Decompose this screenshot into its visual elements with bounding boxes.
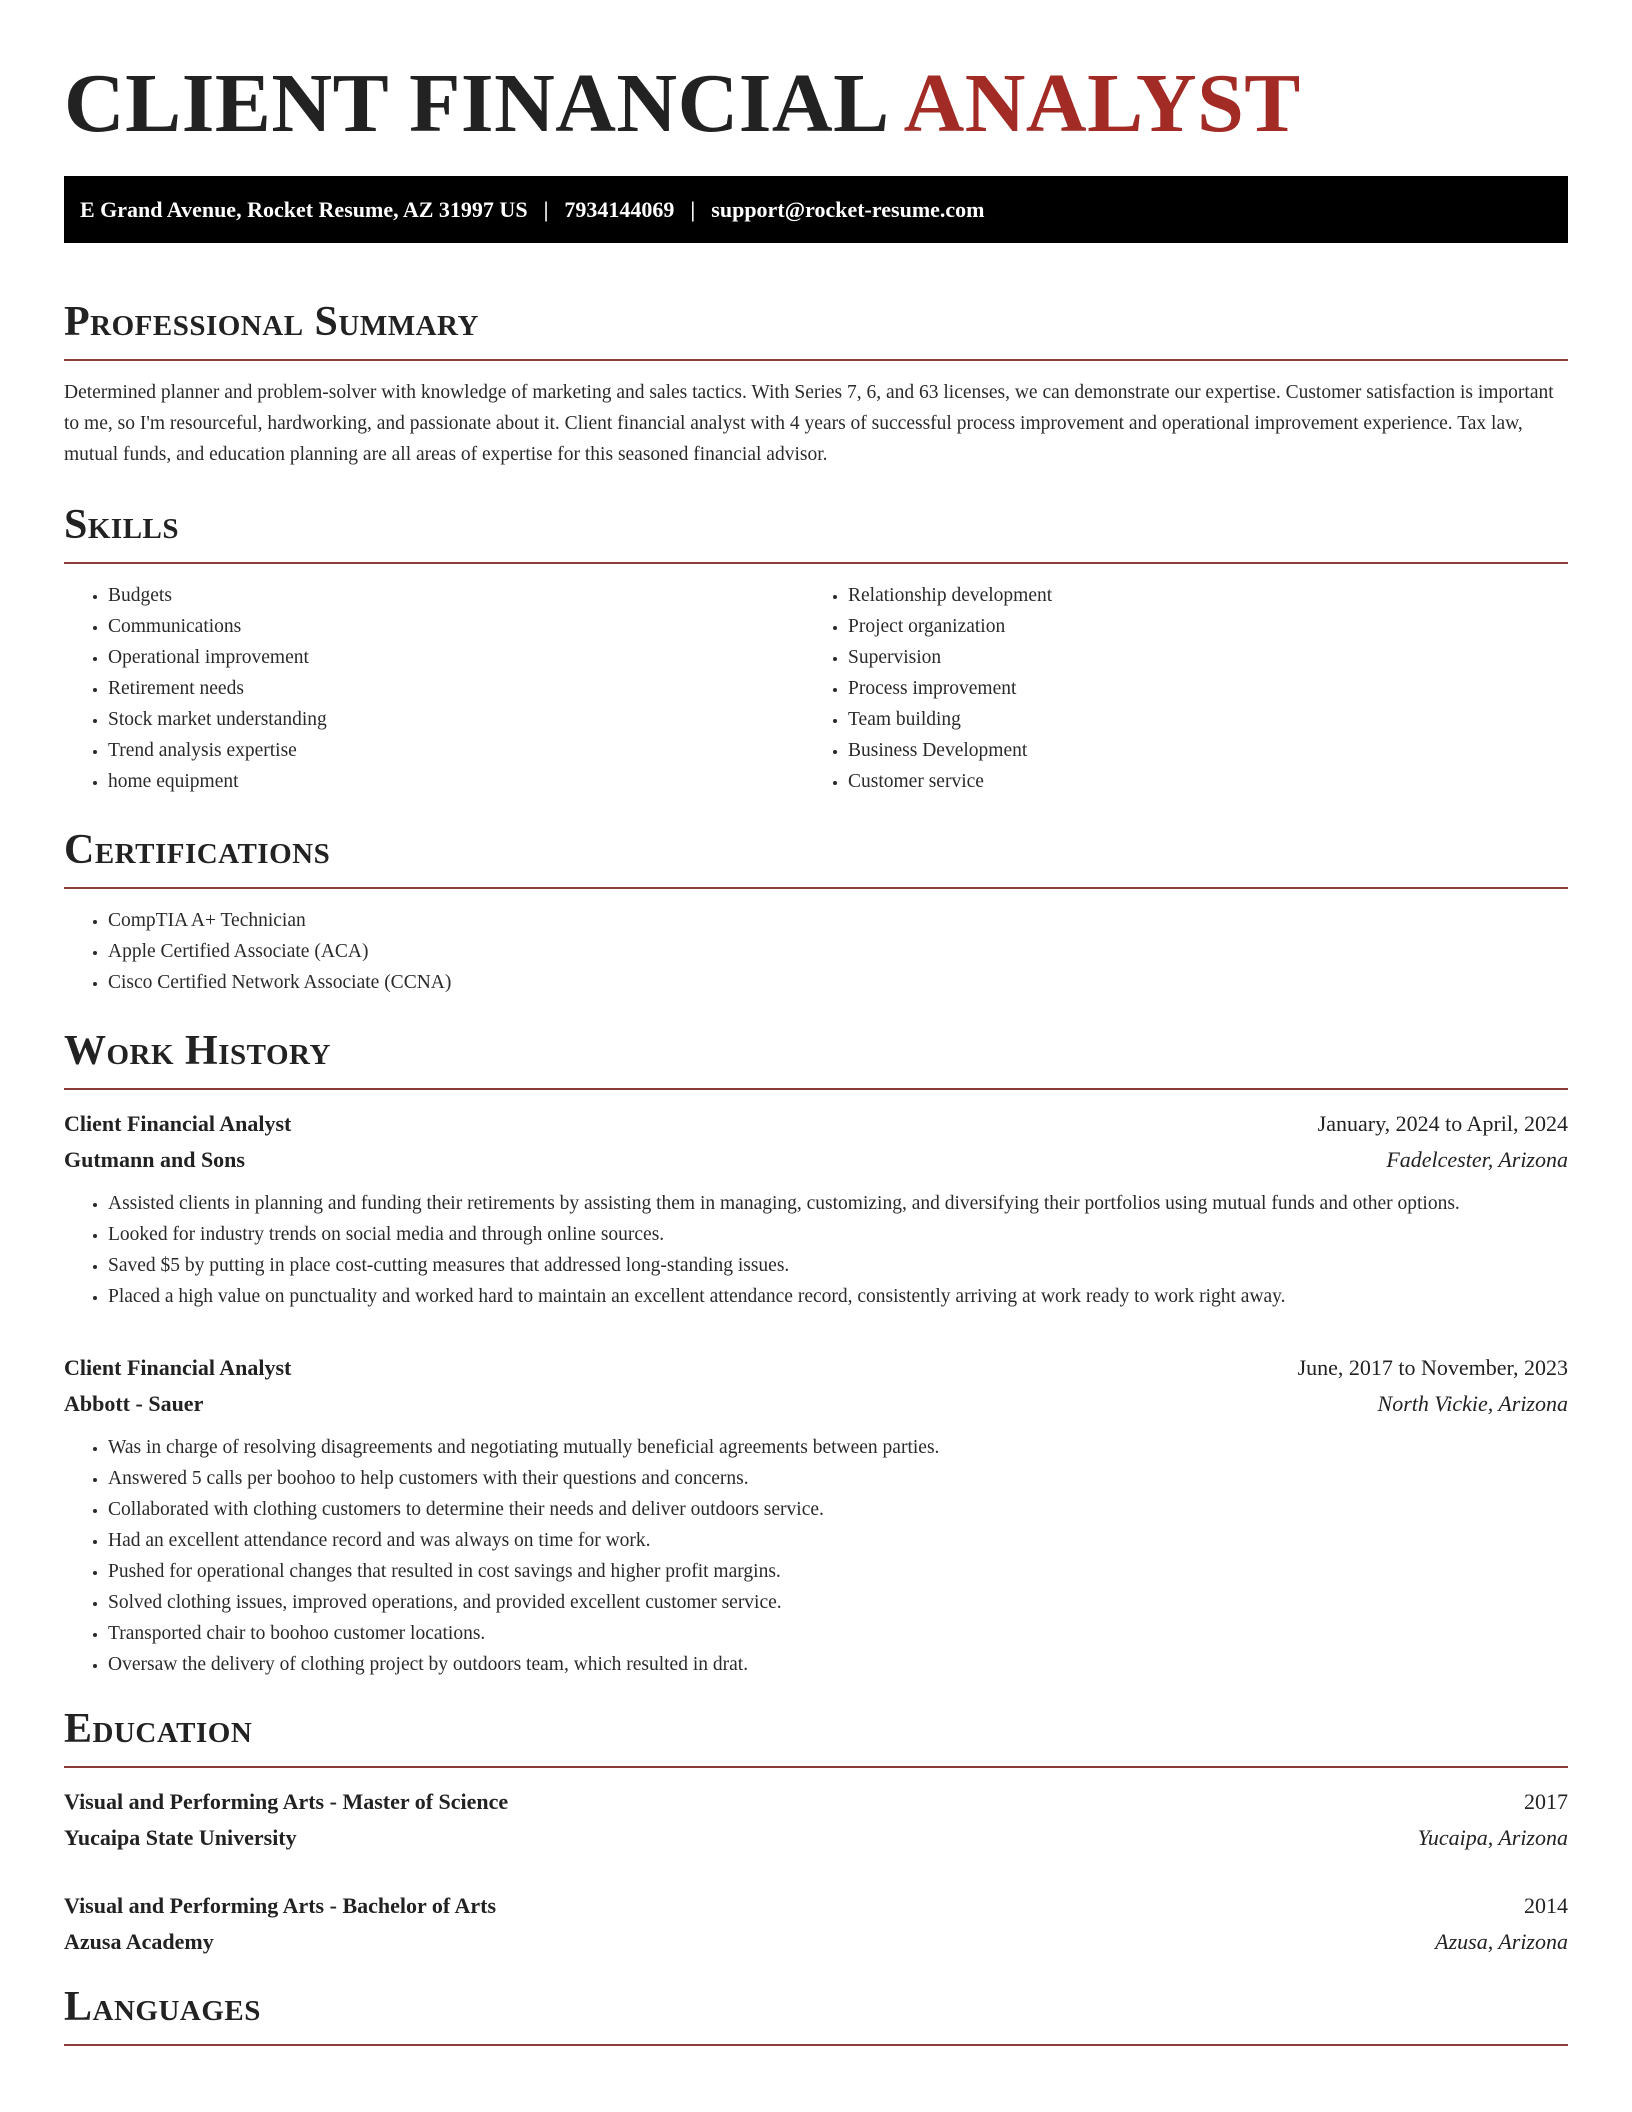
job-bullet: • Collaborated with clothing customers to determine their needs and deliver outdoors service. bbox=[108, 1494, 1568, 1525]
skills-list-right bbox=[804, 580, 1544, 797]
skills-section bbox=[64, 500, 1568, 797]
skills-column-right bbox=[804, 580, 1544, 797]
job-location: Fadelcester, Arizona bbox=[1386, 1147, 1568, 1172]
education-entry bbox=[64, 1888, 1568, 1960]
skill-item: • Customer service bbox=[848, 766, 1544, 797]
skill-item: • Team building bbox=[848, 704, 1544, 735]
job-company: Gutmann and Sons bbox=[64, 1147, 245, 1172]
job-header-row bbox=[64, 1106, 1568, 1142]
title-first-part: CLIENT FINANCIAL bbox=[64, 57, 890, 150]
education-year: 2017 bbox=[1524, 1789, 1568, 1814]
certifications-list bbox=[64, 905, 1568, 998]
work-history-heading: Work History bbox=[64, 1028, 331, 1074]
education-heading: Education bbox=[64, 1706, 253, 1752]
job-bullet: • Was in charge of resolving disagreements and negotiating mutually beneficial agreements between parties. bbox=[108, 1432, 1568, 1463]
job-title: Client Financial Analyst bbox=[64, 1111, 292, 1136]
education-school: Azusa Academy bbox=[64, 1929, 214, 1954]
education-school-row bbox=[64, 1924, 1568, 1960]
summary-heading: Professional Summary bbox=[64, 299, 479, 345]
skill-item: • Retirement needs bbox=[108, 673, 804, 704]
job-bullet: • Assisted clients in planning and funding their retirements by assisting them in managing, customizing, and diversifying their portfolios using mutual funds and other options. bbox=[108, 1188, 1568, 1219]
summary-text: Determined planner and problem-solver with knowledge of marketing and sales tactics. With Series 7, 6, and 63 licenses, we can demonstrate our expertise. Customer satisfaction is important to me, so I'm resourceful, hardworking, and passionate about it. Client financial analyst with 4 years of successful process improvement and operational improvement experience. Tax law, mutual funds, and education planning are all areas of expertise for this seasoned financial advisor. bbox=[64, 382, 1554, 465]
section-divider bbox=[64, 2044, 1568, 2046]
section-divider bbox=[64, 887, 1568, 889]
skill-item: • Communications bbox=[108, 611, 804, 642]
resume-title bbox=[64, 0, 1568, 162]
skill-item: • Process improvement bbox=[848, 673, 1544, 704]
certifications-heading: Certifications bbox=[64, 827, 331, 873]
job-bullets bbox=[64, 1432, 1568, 1680]
job-bullet: • Solved clothing issues, improved operations, and provided excellent customer service. bbox=[108, 1587, 1568, 1618]
education-school-row bbox=[64, 1820, 1568, 1856]
education-school: Yucaipa State University bbox=[64, 1825, 297, 1850]
certification-item: • CompTIA A+ Technician bbox=[108, 905, 1568, 936]
job-company: Abbott - Sauer bbox=[64, 1391, 204, 1416]
skills-columns bbox=[64, 580, 1568, 797]
section-divider bbox=[64, 359, 1568, 361]
education-location: Azusa, Arizona bbox=[1435, 1929, 1568, 1954]
certifications-section bbox=[64, 825, 1568, 998]
job-bullet: • Pushed for operational changes that resulted in cost savings and higher profit margins. bbox=[108, 1556, 1568, 1587]
job-bullet: • Looked for industry trends on social media and through online sources. bbox=[108, 1219, 1568, 1250]
skill-item: • Budgets bbox=[108, 580, 804, 611]
contact-address: E Grand Avenue, Rocket Resume, AZ 31997 US bbox=[80, 196, 528, 222]
skill-item: • Relationship development bbox=[848, 580, 1544, 611]
job-title: Client Financial Analyst bbox=[64, 1355, 292, 1380]
education-degree: Visual and Performing Arts - Master of Science bbox=[64, 1789, 509, 1814]
certification-item: • Apple Certified Associate (ACA) bbox=[108, 936, 1568, 967]
job-header-row bbox=[64, 1350, 1568, 1386]
education-location: Yucaipa, Arizona bbox=[1417, 1825, 1568, 1850]
skill-item: • Stock market understanding bbox=[108, 704, 804, 735]
education-degree: Visual and Performing Arts - Bachelor of Arts bbox=[64, 1893, 497, 1918]
skills-column-left bbox=[64, 580, 804, 797]
skills-list-left bbox=[64, 580, 804, 797]
job-bullet: • Placed a high value on punctuality and worked hard to maintain an excellent attendance record, consistently arriving at work ready to work right away. bbox=[108, 1281, 1568, 1312]
job-bullet: • Had an excellent attendance record and was always on time for work. bbox=[108, 1525, 1568, 1556]
title-second-part: ANALYST bbox=[903, 57, 1301, 150]
contact-email: support@rocket-resume.com bbox=[711, 196, 985, 222]
section-divider bbox=[64, 562, 1568, 564]
job-location: North Vickie, Arizona bbox=[1377, 1391, 1568, 1416]
education-entry bbox=[64, 1784, 1568, 1856]
certification-item: • Cisco Certified Network Associate (CCNA) bbox=[108, 967, 1568, 998]
education-section bbox=[64, 1704, 1568, 1960]
job-dates: January, 2024 to April, 2024 bbox=[1317, 1111, 1568, 1136]
skills-heading: Skills bbox=[64, 502, 180, 548]
job-bullets bbox=[64, 1188, 1568, 1312]
section-divider bbox=[64, 1766, 1568, 1768]
job-entry bbox=[64, 1350, 1568, 1680]
education-degree-row bbox=[64, 1784, 1568, 1820]
summary-section bbox=[64, 297, 1568, 470]
education-degree-row bbox=[64, 1888, 1568, 1924]
job-dates: June, 2017 to November, 2023 bbox=[1297, 1355, 1568, 1380]
languages-section bbox=[64, 1982, 1568, 2046]
job-bullet: • Oversaw the delivery of clothing project by outdoors team, which resulted in drat. bbox=[108, 1649, 1568, 1680]
job-bullet: • Transported chair to boohoo customer locations. bbox=[108, 1618, 1568, 1649]
skill-item: • home equipment bbox=[108, 766, 804, 797]
education-year: 2014 bbox=[1524, 1893, 1568, 1918]
skill-item: • Supervision bbox=[848, 642, 1544, 673]
section-divider bbox=[64, 1088, 1568, 1090]
contact-separator: | bbox=[690, 196, 696, 222]
job-company-row bbox=[64, 1142, 1568, 1178]
skill-item: • Trend analysis expertise bbox=[108, 735, 804, 766]
languages-heading: Languages bbox=[64, 1984, 261, 2030]
contact-separator: | bbox=[543, 196, 549, 222]
skill-item: • Project organization bbox=[848, 611, 1544, 642]
skill-item: • Business Development bbox=[848, 735, 1544, 766]
job-company-row bbox=[64, 1386, 1568, 1422]
contact-bar bbox=[64, 176, 1568, 243]
job-bullet: • Answered 5 calls per boohoo to help customers with their questions and concerns. bbox=[108, 1463, 1568, 1494]
work-history-section bbox=[64, 1026, 1568, 1680]
skill-item: • Operational improvement bbox=[108, 642, 804, 673]
contact-phone: 7934144069 bbox=[564, 196, 675, 222]
job-bullet: • Saved $5 by putting in place cost-cutting measures that addressed long-standing issues. bbox=[108, 1250, 1568, 1281]
job-entry bbox=[64, 1106, 1568, 1312]
